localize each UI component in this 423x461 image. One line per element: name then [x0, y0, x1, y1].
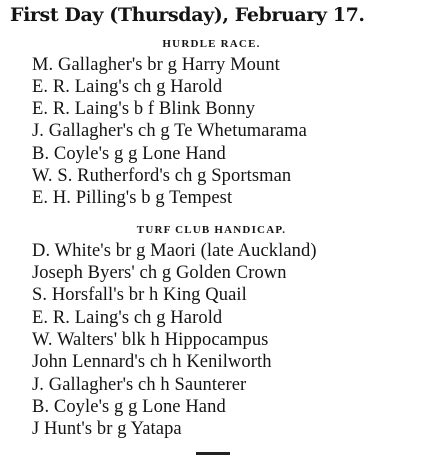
- entry-line: John Lennard's ch h Kenilworth: [32, 352, 272, 372]
- entry-line: J. Gallagher's ch g Te Whetumarama: [32, 121, 307, 141]
- entry-line: B. Coyle's g g Lone Hand: [32, 144, 226, 164]
- entry-line: B. Coyle's g g Lone Hand: [32, 397, 226, 417]
- entry-line: Joseph Byers' ch g Golden Crown: [32, 263, 287, 283]
- entry-line: W. Walters' blk h Hippocampus: [32, 330, 269, 350]
- entry-line: E. R. Laing's b f Blink Bonny: [32, 99, 256, 119]
- entry-line: D. White's br g Maori (late Auckland): [32, 241, 317, 261]
- entry-line: E. R. Laing's ch g Harold: [32, 308, 223, 328]
- entry-line: E. R. Laing's ch g Harold: [32, 77, 223, 97]
- entry-line: E. H. Pilling's b g Tempest: [32, 188, 233, 208]
- entry-line: J Hunt's br g Yatapa: [32, 419, 182, 439]
- entry-line: J. Gallagher's ch h Saunterer: [32, 375, 247, 395]
- section-heading-turf-club-handicap: TURF CLUB HANDICAP.: [136, 224, 287, 236]
- entry-line: W. S. Rutherford's ch g Sportsman: [32, 166, 292, 186]
- section-heading-hurdle-race: HURDLE RACE.: [162, 38, 261, 50]
- entry-line: M. Gallagher's br g Harry Mount: [32, 55, 280, 75]
- day-heading: First Day (Thursday), February 17.: [10, 4, 365, 26]
- entry-line: S. Horsfall's br h King Quail: [32, 285, 247, 305]
